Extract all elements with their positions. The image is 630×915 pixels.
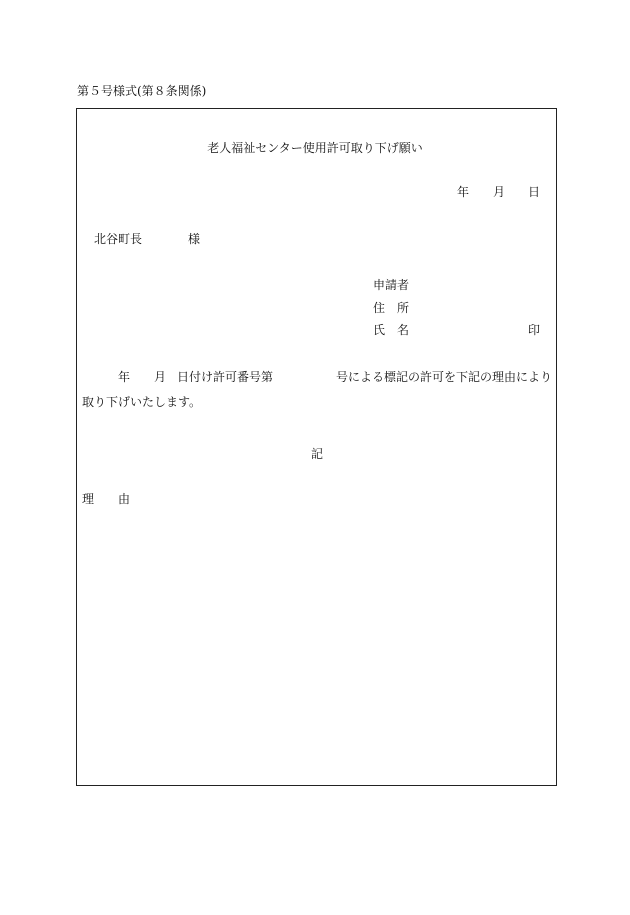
applicant-heading: 申請者	[373, 278, 410, 292]
body-text-withdrawal: 取り下げいたします。	[82, 395, 202, 409]
applicant-name-label: 氏 名	[373, 323, 410, 337]
seal-mark: 印	[528, 323, 541, 337]
applicant-address-label: 住 所	[373, 301, 410, 315]
record-heading: 記	[311, 447, 324, 461]
date-year-label: 年	[457, 185, 470, 199]
date-month-label: 月	[493, 185, 506, 199]
body-text-permit-number: 日付け許可番号第	[177, 370, 274, 384]
document-title: 老人福祉センター使用許可取り下げ願い	[207, 141, 423, 155]
form-number-label: 第５号様式(第８条関係)	[77, 84, 207, 98]
addressee-name: 北谷町長	[94, 232, 143, 246]
body-month-label: 月	[154, 370, 167, 384]
body-text-reason-intro: 号による標記の許可を下記の理由により	[336, 370, 553, 384]
reason-label: 理 由	[82, 492, 131, 506]
date-day-label: 日	[528, 185, 541, 199]
body-year-label: 年	[118, 370, 131, 384]
addressee-honorific: 様	[188, 232, 201, 246]
